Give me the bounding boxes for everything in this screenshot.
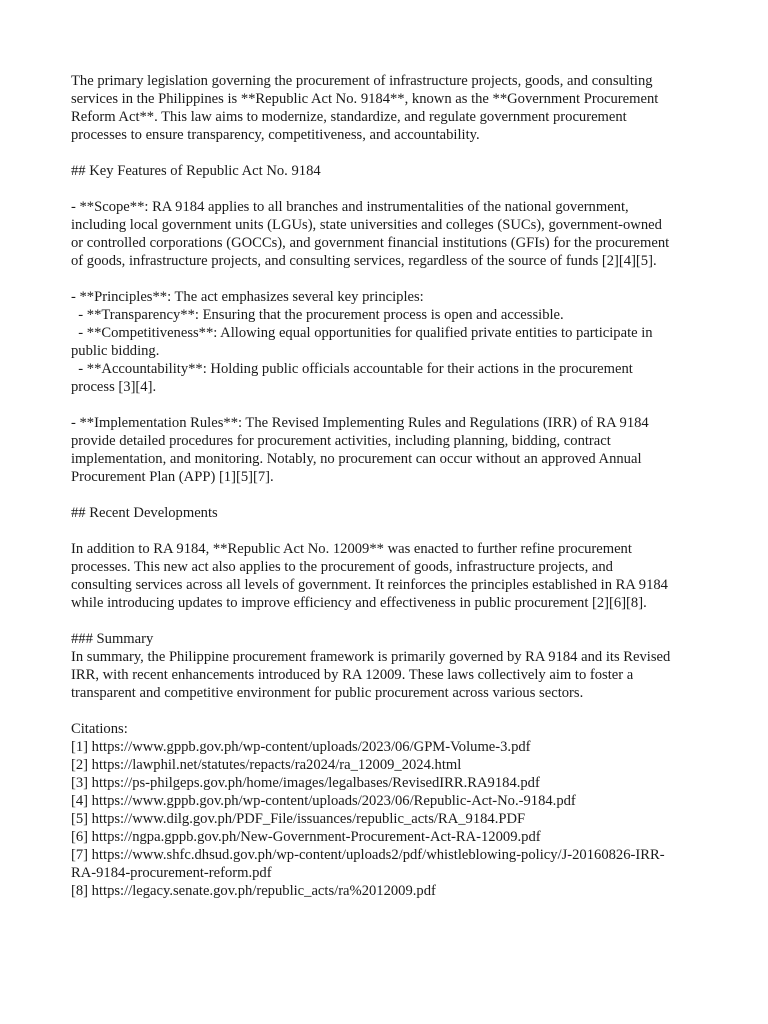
citation-item: [3] https://ps-philgeps.gov.ph/home/images/legalbases/RevisedIRR.RA9184.pdf [71,775,540,791]
scope-paragraph [71,198,695,270]
heading-recent-developments: ## Recent Developments [71,505,218,521]
heading-summary: ### Summary [71,631,154,647]
citations-label: Citations: [71,721,128,737]
text-line: transparent and competitive environment for public procurement across various sectors. [71,685,584,701]
text-line: Reform Act**. This law aims to modernize, standardize, and regulate government procurement [71,109,627,125]
spacer [71,270,695,288]
citation-item: [8] https://legacy.senate.gov.ph/republic_acts/ra%2012009.pdf [71,883,436,899]
text-line: - **Principles**: The act emphasizes several key principles: [71,289,424,305]
spacer [71,486,695,504]
implementation-paragraph [71,414,695,486]
citation-item: [5] https://www.dilg.gov.ph/PDF_File/issuances/republic_acts/RA_9184.PDF [71,811,526,827]
text-line: process [3][4]. [71,379,157,395]
citation-item: [2] https://lawphil.net/statutes/repacts/ra2024/ra_12009_2024.html [71,757,462,773]
text-line: - **Accountability**: Holding public officials accountable for their actions in the procurement [71,361,633,377]
citation-item: [1] https://www.gppb.gov.ph/wp-content/uploads/2023/06/GPM-Volume-3.pdf [71,739,531,755]
text-line: while introducing updates to improve efficiency and effectiveness in public procurement [2][6][8]. [71,595,647,611]
spacer [71,702,695,720]
text-line: implementation, and monitoring. Notably, no procurement can occur without an approved Annual [71,451,642,467]
text-line: IRR, with recent enhancements introduced by RA 12009. These laws collectively aim to foster a [71,667,634,683]
text-line: of goods, infrastructure projects, and consulting services, regardless of the source of funds [2][4][5]. [71,253,657,269]
summary-paragraph [71,648,695,702]
text-line: consulting services across all levels of government. It reinforces the principles established in RA 9184 [71,577,668,593]
spacer [71,144,695,162]
text-line: The primary legislation governing the procurement of infrastructure projects, goods, and consulting [71,73,653,89]
text-line: public bidding. [71,343,160,359]
text-line: - **Transparency**: Ensuring that the procurement process is open and accessible. [71,307,564,323]
document-body [71,72,695,900]
text-line: In summary, the Philippine procurement framework is primarily governed by RA 9184 and its Revised [71,649,671,665]
intro-paragraph [71,72,695,144]
text-line: processes to ensure transparency, competitiveness, and accountability. [71,127,480,143]
text-line: In addition to RA 9184, **Republic Act No. 12009** was enacted to further refine procurement [71,541,632,557]
spacer [71,612,695,630]
spacer [71,522,695,540]
citation-item: [7] https://www.shfc.dhsud.gov.ph/wp-content/uploads2/pdf/whistleblowing-policy/J-20160826-IRR- [71,847,665,863]
spacer [71,396,695,414]
text-line: - **Competitiveness**: Allowing equal opportunities for qualified private entities to participate in [71,325,653,341]
citations-list [71,738,695,900]
citation-item-continued: RA-9184-procurement-reform.pdf [71,865,272,881]
text-line: including local government units (LGUs), state universities and colleges (SUCs), government-owned [71,217,662,233]
text-line: - **Implementation Rules**: The Revised Implementing Rules and Regulations (IRR) of RA 9184 [71,415,649,431]
text-line: processes. This new act also applies to the procurement of goods, infrastructure projects, and [71,559,613,575]
spacer [71,180,695,198]
principles-paragraph [71,288,695,396]
citation-item: [4] https://www.gppb.gov.ph/wp-content/uploads/2023/06/Republic-Act-No.-9184.pdf [71,793,576,809]
text-line: - **Scope**: RA 9184 applies to all branches and instrumentalities of the national government, [71,199,629,215]
text-line: Procurement Plan (APP) [1][5][7]. [71,469,274,485]
citation-item: [6] https://ngpa.gppb.gov.ph/New-Government-Procurement-Act-RA-12009.pdf [71,829,541,845]
text-line: or controlled corporations (GOCCs), and government financial institutions (GFIs) for the procurement [71,235,670,251]
heading-key-features: ## Key Features of Republic Act No. 9184 [71,163,321,179]
recent-paragraph [71,540,695,612]
text-line: provide detailed procedures for procurement activities, including planning, bidding, contract [71,433,611,449]
text-line: services in the Philippines is **Republic Act No. 9184**, known as the **Government Procurement [71,91,659,107]
